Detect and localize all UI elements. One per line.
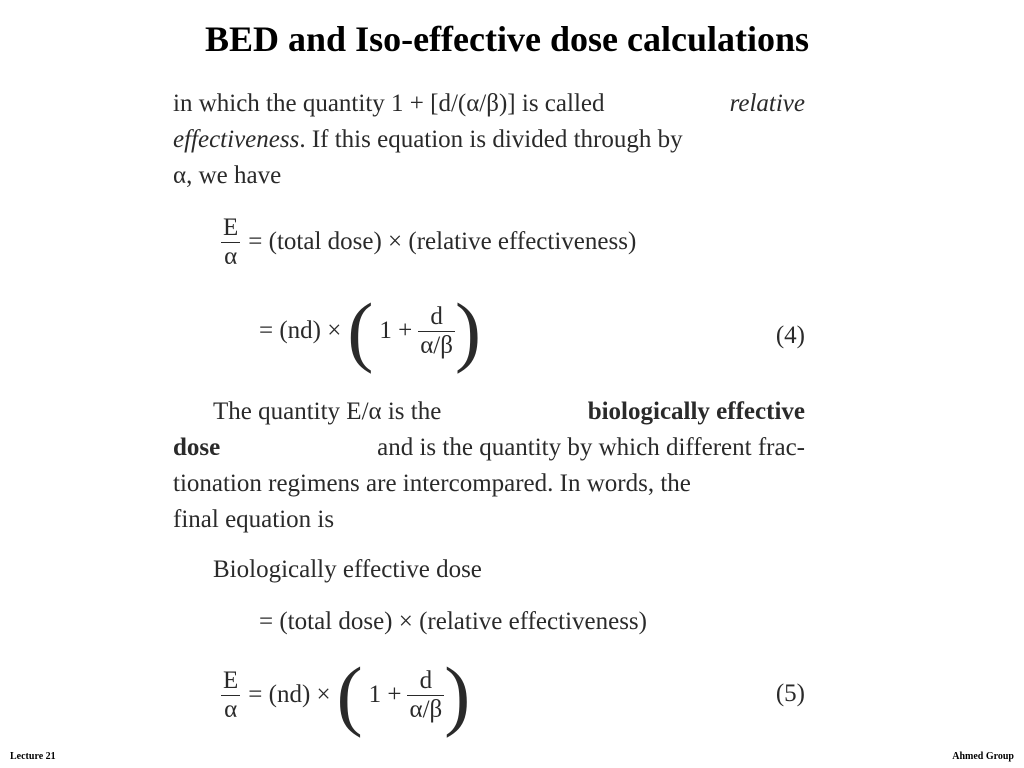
text-line: final equation is <box>173 506 335 533</box>
equation-rhs: = (total dose) × (relative effectiveness) <box>248 228 637 255</box>
text-line: in which the quantity 1 + [d/(α/β)] is called <box>173 90 605 117</box>
fraction-denominator: α <box>224 242 238 270</box>
equation-5-line1 <box>259 608 647 636</box>
fraction-denominator: α/β <box>409 695 443 723</box>
equation-5 <box>221 651 805 738</box>
fraction-numerator: d <box>419 667 433 694</box>
equation-number: (4) <box>775 322 805 349</box>
text-line: and is the quantity by which different frac- <box>377 434 805 461</box>
fraction-denominator: α/β <box>420 331 453 359</box>
fraction-numerator: E <box>223 667 239 694</box>
equation-number: (5) <box>775 680 805 707</box>
paragraph-relative-effectiveness <box>173 86 805 194</box>
bold-term: dose <box>173 434 221 461</box>
bed-label: Biologically effective dose <box>213 556 482 583</box>
text-line: The quantity E/α is the <box>213 398 442 425</box>
fraction-e-over-alpha <box>221 214 240 270</box>
one-plus: 1 + <box>368 681 402 708</box>
italic-term: effectiveness <box>173 126 300 153</box>
footer-author: Ahmed Group <box>952 751 1014 762</box>
text-line: . If this equation is divided through by <box>299 126 683 153</box>
paren-close: ) <box>454 287 481 374</box>
footer-lecture: Lecture 21 <box>10 751 56 762</box>
equation-4 <box>259 287 805 374</box>
equation-e-over-alpha <box>221 214 636 270</box>
scanned-text-block <box>173 86 809 736</box>
paragraph-biologically-effective-dose <box>173 394 805 538</box>
text-line: tionation regimens are intercompared. In words, the <box>173 470 691 497</box>
paren-open: ( <box>347 287 374 374</box>
fraction-numerator: E <box>223 214 239 241</box>
slide-title: BED and Iso-effective dose calculations <box>205 19 809 59</box>
text-line: α, we have <box>173 162 282 189</box>
fraction-numerator: d <box>430 303 443 330</box>
fraction-d-over-alpha-beta <box>418 303 455 359</box>
equation-prefix: = (nd) × <box>248 681 331 708</box>
equation-prefix: = (nd) × <box>259 317 342 344</box>
fraction-e-over-alpha <box>221 667 240 723</box>
one-plus: 1 + <box>379 317 413 344</box>
fraction-d-over-alpha-beta <box>407 667 444 723</box>
equation-rhs: = (total dose) × (relative effectiveness) <box>259 608 647 635</box>
bold-term: biologically effective <box>587 398 805 425</box>
paren-close: ) <box>444 651 471 738</box>
paren-open: ( <box>336 651 363 738</box>
fraction-denominator: α <box>224 695 238 723</box>
italic-term: relative <box>729 90 805 117</box>
